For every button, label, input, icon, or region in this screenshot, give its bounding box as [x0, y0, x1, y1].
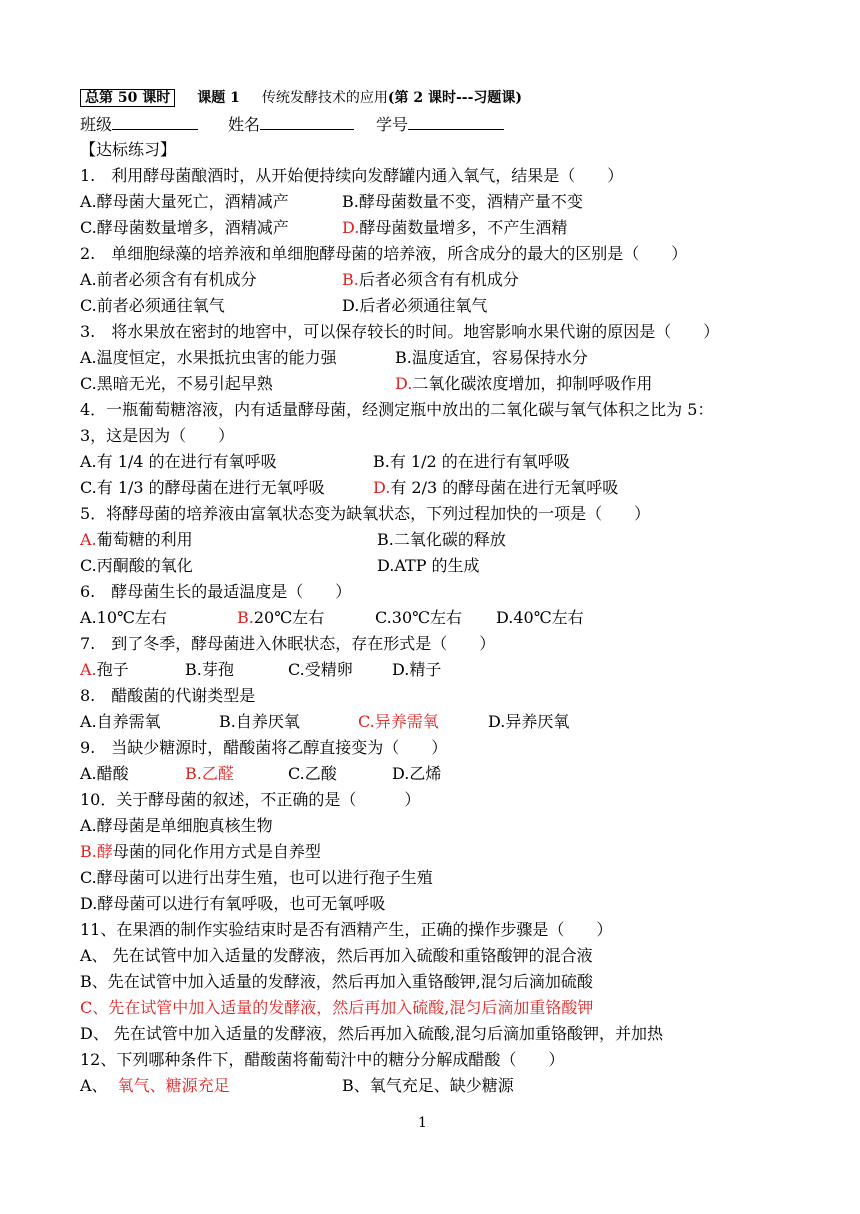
option-b[interactable]: B、氧气充足、缺少糖源	[342, 1076, 514, 1095]
question-3-options-cd	[80, 373, 653, 395]
question-4-stem-line1: 4．一瓶葡萄糖溶液，内有适量酵母菌，经测定瓶中放出的二氧化碳与氧气体积之比为 5：	[80, 400, 714, 419]
option-d[interactable]: D.后者必须通往氧气	[342, 296, 488, 315]
option-c[interactable]: C.受精卵	[288, 660, 353, 679]
question-2-stem: 2. 单细胞绿藻的培养液和单细胞酵母菌的培养液，所含成分的最大的区别是（ ）	[80, 244, 688, 263]
option-a[interactable]: A.孢子	[80, 660, 129, 679]
option-a[interactable]: A.酵母菌大量死亡，酒精减产	[80, 192, 289, 211]
answer-letter: A.	[80, 660, 97, 679]
option-b[interactable]: B、先在试管中加入适量的发酵液，然后再加入重铬酸钾,混匀后滴加硫酸	[80, 972, 593, 991]
question-6-options	[80, 607, 584, 629]
answer-letter: B.	[237, 608, 254, 627]
answer-letter: D.	[395, 374, 413, 393]
question-9-stem: 9. 当缺少糖源时，醋酸菌将乙醇直接变为（ ）	[80, 738, 448, 757]
option-c[interactable]: C.乙酸	[288, 764, 337, 783]
option-d[interactable]: D.有 2/3 的酵母菌在进行无氧呼吸	[373, 478, 619, 497]
class-label: 班级	[80, 115, 113, 134]
answer-letter: B.酵	[80, 842, 113, 861]
option-a[interactable]: A.葡萄糖的利用	[80, 530, 193, 549]
option-c[interactable]: C.30℃左右	[375, 608, 463, 627]
option-d[interactable]: D.乙烯	[392, 764, 442, 783]
option-c[interactable]: C.前者必须通往氧气	[80, 296, 225, 315]
question-1-stem: 1. 利用酵母菌酿酒时，从开始便持续向发酵罐内通入氧气，结果是（ ）	[80, 166, 624, 185]
class-blank[interactable]	[112, 113, 198, 130]
answer-letter: D.	[373, 478, 391, 497]
option-d[interactable]: D.40℃左右	[496, 608, 584, 627]
option-b[interactable]: B.酵母菌的同化作用方式是自养型	[80, 842, 321, 861]
option-a[interactable]: A.醋酸	[80, 764, 129, 783]
lesson-subtitle: (第 2 课时---习题课)	[387, 90, 523, 106]
option-b[interactable]: B.酵母菌数量不变，酒精产量不变	[342, 192, 583, 211]
option-b[interactable]: B.20℃左右	[237, 608, 325, 627]
student-info-line	[80, 113, 504, 136]
option-b[interactable]: B.芽孢	[185, 660, 234, 679]
question-1-options-ab	[80, 191, 583, 213]
name-label: 姓名	[228, 115, 261, 134]
question-4-stem-line2: 3，这是因为（ ）	[80, 426, 235, 445]
question-8-stem: 8. 醋酸菌的代谢类型是	[80, 686, 256, 705]
option-a[interactable]: A、 先在试管中加入适量的发酵液，然后再加入硫酸和重铬酸钾的混合液	[80, 946, 593, 965]
question-2-options-cd	[80, 295, 488, 317]
option-a[interactable]: A.前者必须含有有机成分	[80, 270, 257, 289]
answer-text: 氧气、糖源充足	[117, 1076, 230, 1095]
question-5-options-ab	[80, 529, 506, 551]
option-b[interactable]: B.温度适宜，容易保持水分	[395, 348, 588, 367]
option-b[interactable]: B.二氧化碳的释放	[377, 530, 506, 549]
question-10-stem: 10．关于酵母菌的叙述，不正确的是（ ）	[80, 790, 421, 809]
name-blank[interactable]	[260, 113, 354, 130]
option-b[interactable]: B.自养厌氧	[219, 712, 300, 731]
lesson-title: 传统发酵技术的应用	[261, 90, 388, 106]
question-5-stem: 5．将酵母菌的培养液由富氧状态变为缺氧状态，下列过程加快的一项是（ ）	[80, 504, 651, 523]
option-c[interactable]: C.有 1/3 的酵母菌在进行无氧呼吸	[80, 478, 325, 497]
question-4-options-ab	[80, 451, 570, 473]
option-c[interactable]: C.黑暗无光，不易引起早熟	[80, 374, 273, 393]
question-12-stem: 12、下列哪种条件下，醋酸菌将葡萄汁中的糖分分解成醋酸（ ）	[80, 1050, 565, 1069]
option-a[interactable]: A.温度恒定，水果抵抗虫害的能力强	[80, 348, 337, 367]
option-a[interactable]: A.酵母菌是单细胞真核生物	[80, 816, 273, 835]
question-7-stem: 7. 到了冬季，酵母菌进入休眠状态，存在形式是（ ）	[80, 634, 496, 653]
option-b[interactable]: B.乙醛	[185, 764, 234, 783]
option-d[interactable]: D.异养厌氧	[488, 712, 570, 731]
topic-label: 课题 1	[197, 90, 240, 106]
option-c[interactable]: C、先在试管中加入适量的发酵液，然后再加入硫酸,混匀后滴加重铬酸钾	[80, 998, 594, 1017]
option-d[interactable]: D.ATP 的生成	[377, 556, 480, 575]
option-a[interactable]: A、 氧气、糖源充足	[80, 1076, 230, 1095]
question-4-options-cd	[80, 477, 619, 499]
question-12-options	[80, 1075, 514, 1097]
question-2-options-ab	[80, 269, 519, 291]
option-d[interactable]: D.精子	[392, 660, 442, 679]
option-c[interactable]: C.异养需氧	[358, 712, 439, 731]
question-3-options-ab	[80, 347, 588, 369]
option-c[interactable]: C.丙酮酸的氧化	[80, 556, 193, 575]
option-a[interactable]: A.自养需氧	[80, 712, 161, 731]
question-3-stem: 3. 将水果放在密封的地窖中，可以保存较长的时间。地窖影响水果代谢的原因是（ ）	[80, 322, 720, 341]
option-d[interactable]: D.酵母菌可以进行有氧呼吸，也可无氧呼吸	[80, 894, 386, 913]
question-8-options	[80, 711, 570, 733]
answer-letter: A.	[80, 530, 97, 549]
option-c[interactable]: C.酵母菌数量增多，酒精减产	[80, 218, 289, 237]
option-c[interactable]: C.酵母菌可以进行出芽生殖，也可以进行孢子生殖	[80, 868, 433, 887]
question-7-options	[80, 659, 442, 681]
question-5-options-cd	[80, 555, 480, 577]
option-d[interactable]: D.酵母菌数量增多，不产生酒精	[342, 218, 568, 237]
option-b[interactable]: B.有 1/2 的在进行有氧呼吸	[373, 452, 570, 471]
question-1-options-cd	[80, 217, 568, 239]
question-11-stem: 11、在果酒的制作实验结束时是否有酒精产生，正确的操作步骤是（ ）	[80, 920, 613, 939]
option-d[interactable]: D.二氧化碳浓度增加，抑制呼吸作用	[395, 374, 653, 393]
option-a[interactable]: A.10℃左右	[80, 608, 167, 627]
answer-letter: D.	[342, 218, 360, 237]
question-6-stem: 6. 酵母菌生长的最适温度是（ ）	[80, 582, 352, 601]
section-title: 【达标练习】	[80, 140, 177, 159]
page-number: 1	[418, 1115, 427, 1131]
option-a[interactable]: A.有 1/4 的在进行有氧呼吸	[80, 452, 277, 471]
student-id-blank[interactable]	[408, 113, 504, 130]
lesson-header	[80, 89, 522, 107]
question-9-options	[80, 763, 442, 785]
student-id-label: 学号	[376, 115, 409, 134]
option-d[interactable]: D、 先在试管中加入适量的发酵液，然后再加入硫酸,混匀后滴加重铬酸钾，并加热	[80, 1024, 664, 1043]
option-b[interactable]: B.后者必须含有有机成分	[342, 270, 519, 289]
lesson-total-label: 总第 50 课时	[80, 89, 175, 107]
answer-letter: B.	[342, 270, 359, 289]
